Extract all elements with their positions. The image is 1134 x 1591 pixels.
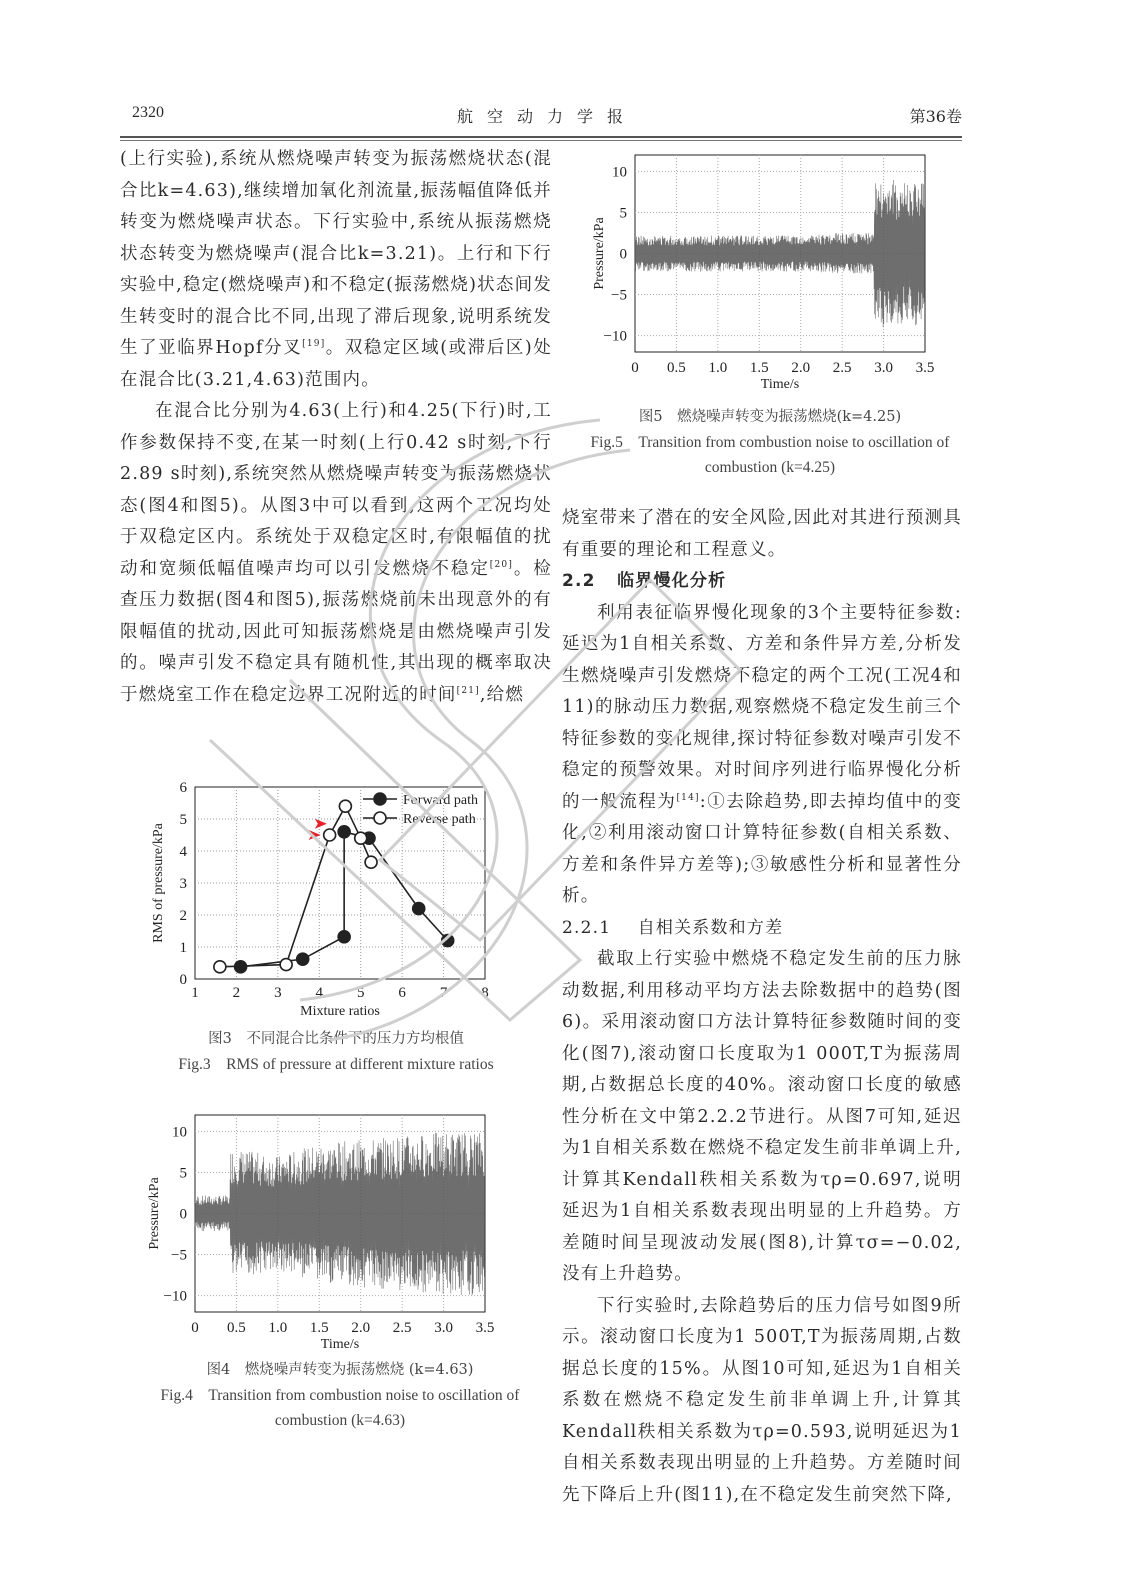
paragraph-text: 截取上行实验中燃烧不稳定发生前的压力脉动数据,利用移动平均方法去除数据中的趋势(图6)。采用滚动窗口方法计算特征参数随时间的变化(图7),滚动窗口长度取为1 000T,T为振荡周期,占数据总长度的40%。滚动窗口长度的敏感性分析在文中第2.2.2节进行。从图7可知,延迟为1自相关系数在燃烧不稳定发生前非单调上升,计算其Kendall秩相关系数为τρ=0.697,说明延迟为1自相关系数表现出明显的上升趋势。方差随时间呈现波动发展(图8),计算τσ=−0.02,没有上升趋势。 — [562, 949, 962, 1284]
x-tick-label: 2 — [232, 985, 241, 1001]
running-header — [132, 100, 962, 128]
reverse-path-point — [214, 961, 226, 973]
x-axis-label: Time/s — [320, 1337, 360, 1352]
x-axis-label: Mixture ratios — [300, 1004, 380, 1019]
y-tick-label: 4 — [179, 844, 187, 860]
forward-path-point — [338, 931, 350, 943]
paragraph — [562, 503, 962, 566]
figure-4-chart — [140, 1105, 520, 1355]
x-tick-label: 3.5 — [475, 1320, 495, 1336]
y-tick-label: 5 — [619, 205, 627, 222]
y-tick-label: 0 — [619, 246, 627, 263]
x-tick-label: 0 — [191, 1320, 199, 1336]
x-tick-label: 2.0 — [791, 360, 811, 376]
subsection-title: 自相关系数和方差 — [637, 917, 784, 938]
reverse-path-point — [280, 959, 292, 971]
right-column-text — [562, 503, 962, 1511]
paragraph — [562, 944, 962, 1291]
left-column-text — [120, 144, 552, 711]
x-tick-label: 1.5 — [309, 1320, 329, 1336]
paragraph-text: :①去除趋势,即去掉均值中的变化;②利用滚动窗口计算特征参数(自相关系数、方差和条件异方差等);③敏感性分析和显著性分析。 — [562, 791, 962, 906]
section-title: 临界慢化分析 — [617, 571, 727, 591]
paragraph-text: (上行实验),系统从燃烧噪声转变为振荡燃烧状态(混合比k=4.63),继续增加氧化剂流量,振荡幅值降低并转变为燃烧噪声状态。下行实验中,系统从振荡燃烧状态转变为燃烧噪声(混合比k=3.21)。上行和下行实验中,稳定(燃烧噪声)和不稳定(振荡燃烧)状态间发生转变时的混合比不同,出现了滞后现象,说明系统发生了亚临界Hopf分叉 — [120, 149, 552, 358]
paragraph — [120, 144, 552, 396]
y-tick-label: −5 — [171, 1247, 187, 1264]
y-tick-label: 5 — [179, 1165, 187, 1182]
header-rule-thin — [120, 140, 962, 141]
x-tick-label: 3.0 — [434, 1320, 453, 1336]
legend-marker — [374, 812, 386, 824]
figure-3-chart — [140, 775, 500, 1025]
y-tick-label: −10 — [603, 328, 627, 345]
forward-path-point — [297, 953, 309, 965]
x-tick-label: 1.0 — [268, 1320, 288, 1336]
x-tick-label: 1.5 — [749, 360, 769, 376]
figure-4-caption — [130, 1358, 550, 1433]
reverse-path-point — [355, 832, 367, 844]
x-tick-label: 0.5 — [227, 1320, 246, 1336]
x-tick-label: 2.0 — [351, 1320, 371, 1336]
reverse-path-point — [339, 800, 351, 812]
y-axis-label: RMS of pressure/kPa — [151, 823, 166, 943]
y-tick-label: 2 — [179, 908, 187, 924]
x-tick-label: 5 — [356, 985, 365, 1001]
x-tick-label: 2.5 — [832, 360, 852, 376]
forward-path-point — [442, 935, 454, 947]
caption-cn: 图3 不同混合比条件下的压力方均根值 — [208, 1031, 464, 1047]
citation[interactable]: [19] — [302, 339, 326, 350]
citation[interactable]: [20] — [489, 559, 514, 570]
paragraph — [562, 1291, 962, 1512]
figure-3-caption — [120, 1027, 552, 1077]
y-tick-label: 1 — [179, 940, 187, 956]
x-tick-label: 0 — [631, 360, 639, 376]
journal-title: 航空动力学报 — [456, 107, 637, 126]
paragraph-text: 在混合比分别为4.63(上行)和4.25(下行)时,工作参数保持不变,在某一时刻(上行0.42 s时刻,下行2.89 s时刻),系统突然从燃烧噪声转变为振荡燃烧状态(图4和图5)。从图3中可以看到,这两个工况均处于双稳定区内。系统处于双稳定区时,有限幅值的扰动和宽频低幅值噪声均可以引发燃烧不稳定 — [120, 401, 552, 579]
paragraph — [120, 396, 552, 711]
page-number: 2320 — [132, 104, 164, 121]
x-tick-label: 2.5 — [392, 1320, 412, 1336]
paragraph-text: 下行实验时,去除趋势后的压力信号如图9所示。滚动窗口长度为1 500T,T为振荡周期,占数据总长度的15%。从图10可知,延迟为1自相关系数在燃烧不稳定发生前非单调上升,计算其Kendall秩相关系数为τρ=0.593,说明延迟为1自相关系数表现出明显的上升趋势。方差随时间先下降后上升(图11),在不稳定发生前突然下降, — [562, 1295, 962, 1505]
y-tick-label: 3 — [179, 876, 187, 892]
caption-en: Fig.3 RMS of pressure at different mixture ratios — [178, 1056, 494, 1073]
x-tick-label: 1.0 — [708, 360, 728, 376]
paragraph-text: 。双稳定区域(或滞后区)处在混合比(3.21,4.63)范围内。 — [120, 338, 552, 390]
reverse-path-point — [324, 829, 336, 841]
y-tick-label: 10 — [612, 164, 627, 181]
subsection-heading — [562, 913, 962, 945]
x-tick-label: 7 — [439, 985, 448, 1001]
paragraph — [562, 598, 962, 913]
y-tick-label: 0 — [179, 972, 187, 988]
x-tick-label: 1 — [191, 985, 199, 1001]
y-tick-label: 0 — [179, 1206, 187, 1223]
y-axis-label: Pressure/kPa — [592, 217, 607, 290]
x-tick-label: 3.5 — [915, 360, 935, 376]
paragraph-text: 。检查压力数据(图4和图5),振荡燃烧前未出现意外的有限幅值的扰动,因此可知振荡燃烧是由燃烧噪声引发的。噪声引发不稳定具有随机性,其出现的概率取决于燃烧室工作在稳定边界工况附近的时间 — [120, 558, 552, 705]
section-number: 2.2 — [562, 571, 596, 591]
legend-label: Forward path — [403, 793, 479, 808]
x-tick-label: 6 — [398, 985, 406, 1001]
legend-marker — [374, 793, 386, 805]
reverse-path-point — [365, 856, 377, 868]
caption-en: Fig.4 Transition from combustion noise to oscillation of combustion (k=4.63) — [160, 1387, 520, 1429]
forward-path-point — [413, 903, 425, 915]
legend-label: Reverse path — [403, 812, 476, 827]
citation[interactable]: [14] — [676, 792, 700, 803]
section-heading — [562, 566, 962, 598]
y-axis-label: Pressure/kPa — [147, 1177, 162, 1250]
x-tick-label: 8 — [481, 985, 489, 1001]
x-tick-label: 3.0 — [874, 360, 893, 376]
paragraph-text: 烧室带来了潜在的安全风险,因此对其进行预测具有重要的理论和工程意义。 — [562, 508, 962, 560]
figure-5-caption — [560, 405, 980, 480]
caption-cn: 图4 燃烧噪声转变为振荡燃烧 (k=4.63) — [206, 1362, 474, 1378]
paragraph-text: 利用表征临界慢化现象的3个主要特征参数:延迟为1自相关系数、方差和条件异方差,分析发生燃烧噪声引发燃烧不稳定的两个工况(工况4和11)的脉动压力数据,观察燃烧不稳定发生前三个特征参数的变化规律,探讨特征参数对噪声引发不稳定的预警效果。对时间序列进行临界慢化分析的一般流程为 — [562, 602, 962, 812]
paragraph-text: ,给燃 — [479, 684, 525, 705]
x-tick-label: 0.5 — [667, 360, 686, 376]
figure-5-chart — [585, 145, 960, 400]
y-tick-label: 10 — [172, 1124, 187, 1141]
x-tick-label: 4 — [315, 985, 324, 1001]
x-tick-label: 3 — [274, 985, 282, 1001]
subsection-number: 2.2.1 — [562, 917, 612, 938]
caption-cn: 图5 燃烧噪声转变为振荡燃烧(k=4.25) — [638, 409, 902, 425]
y-tick-label: 5 — [179, 812, 187, 828]
y-tick-label: −10 — [163, 1288, 187, 1305]
y-tick-label: −5 — [611, 287, 627, 304]
citation[interactable]: [21] — [456, 685, 480, 696]
caption-en: Fig.5 Transition from combustion noise to oscillation of combustion (k=4.25) — [590, 434, 950, 476]
forward-path-point — [338, 826, 350, 838]
y-tick-label: 6 — [179, 780, 187, 796]
volume-label: 第36卷 — [909, 107, 962, 126]
x-axis-label: Time/s — [760, 377, 800, 392]
header-rule-thick — [120, 136, 962, 138]
